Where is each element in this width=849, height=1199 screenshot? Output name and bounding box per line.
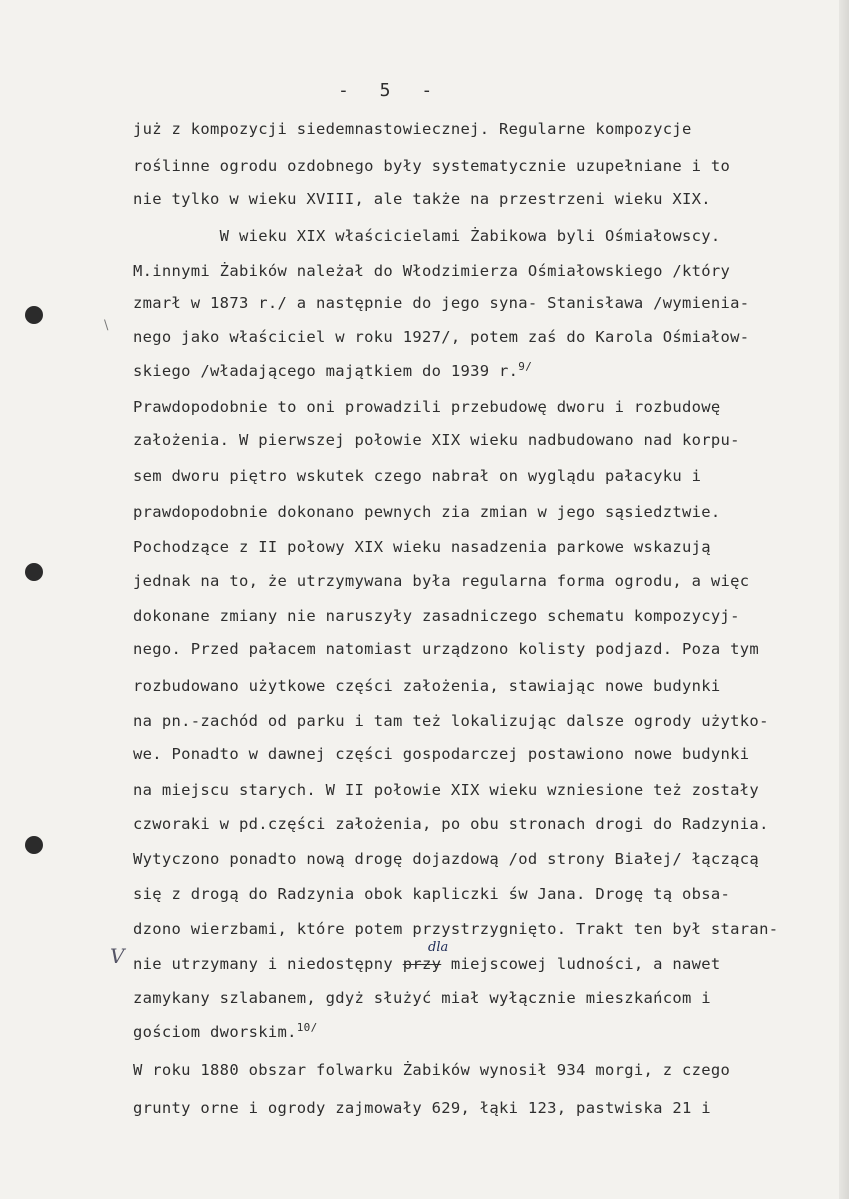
punch-hole [25, 836, 43, 854]
text-line: się z drogą do Radzynia obok kapliczki św Jana. Drogę tą obsa- [133, 885, 731, 903]
margin-tick-mark: \ [104, 318, 109, 333]
text-line: nie tylko w wieku XVIII, ale także na przestrzeni wieku XIX. [133, 190, 711, 208]
text-line: Pochodzące z II połowy XIX wieku nasadzenia parkowe wskazują [133, 538, 711, 556]
text-line: sem dworu piętro wskutek czego nabrał on wyglądu pałacyku i [133, 467, 702, 485]
text-line: Prawdopodobnie to oni prowadzili przebudowę dworu i rozbudowę [133, 398, 721, 416]
punch-hole [25, 306, 43, 324]
text-line: we. Ponadto w dawnej części gospodarczej postawiono nowe budynki [133, 745, 750, 763]
text-line: grunty orne i ogrody zajmowały 629, łąki 123, pastwiska 21 i [133, 1099, 711, 1117]
text-line [133, 955, 721, 973]
footnote-marker: 10/ [296, 1021, 318, 1034]
text-line: Wytyczono ponadto nową drogę dojazdową /od strony Białej/ łączącą [133, 850, 760, 868]
text-line: na pn.-zachód od parku i tam też lokalizując dalsze ogrody użytko- [133, 712, 769, 730]
text-line: na miejscu starych. W II połowie XIX wieku wzniesione też zostały [133, 781, 760, 799]
margin-check-mark: V [110, 944, 125, 968]
text-line: prawdopodobnie dokonano pewnych zia zmian w jego sąsiedztwie. [133, 503, 721, 521]
text-line [133, 1021, 318, 1041]
text-line: dokonane zmiany nie naruszyły zasadniczego schematu kompozycyj- [133, 607, 740, 625]
text-line [133, 360, 532, 380]
text-line: czworaki w pd.części założenia, po obu stronach drogi do Radzynia. [133, 815, 769, 833]
text-line: nego. Przed pałacem natomiast urządzono kolisty podjazd. Poza tym [133, 640, 760, 658]
text-line: już z kompozycji siedemnastowiecznej. Regularne kompozycje [133, 120, 692, 138]
page-number: - 5 - [338, 80, 443, 101]
text-line: W roku 1880 obszar folwarku Żabików wynosił 934 morgi, z czego [133, 1061, 731, 1079]
struck-word: przy [402, 955, 442, 973]
text-segment: nie utrzymany i niedostępny [133, 955, 394, 973]
text-line: dzono wierzbami, które potem przystrzygnięto. Trakt ten był staran- [133, 920, 779, 938]
punch-hole [25, 563, 43, 581]
text-line: M.innymi Żabików należał do Włodzimierza Ośmiałowskiego /który [133, 262, 731, 280]
text-line: nego jako właściciel w roku 1927/, potem zaś do Karola Ośmiałow- [133, 328, 750, 346]
text-segment: gościom dworskim. [133, 1023, 297, 1041]
text-line: założenia. W pierwszej połowie XIX wieku nadbudowano nad korpu- [133, 431, 740, 449]
text-segment: miejscowej ludności, a nawet [441, 955, 721, 973]
footnote-marker: 9/ [518, 360, 533, 373]
text-line: zmarł w 1873 r./ a następnie do jego syna- Stanisława /wymienia- [133, 294, 750, 312]
handwritten-insert: dla [428, 940, 449, 955]
text-line: W wieku XIX właścicielami Żabikowa byli Ośmiałowscy. [133, 227, 721, 245]
page-edge [839, 0, 849, 1199]
text-line: rozbudowano użytkowe części założenia, stawiając nowe budynki [133, 677, 721, 695]
text-segment: skiego /władającego majątkiem do 1939 r. [133, 362, 519, 380]
text-line: roślinne ogrodu ozdobnego były systematycznie uzupełniane i to [133, 157, 731, 175]
text-line: jednak na to, że utrzymywana była regularna forma ogrodu, a więc [133, 572, 750, 590]
text-line: zamykany szlabanem, gdyż służyć miał wyłącznie mieszkańcom i [133, 989, 711, 1007]
